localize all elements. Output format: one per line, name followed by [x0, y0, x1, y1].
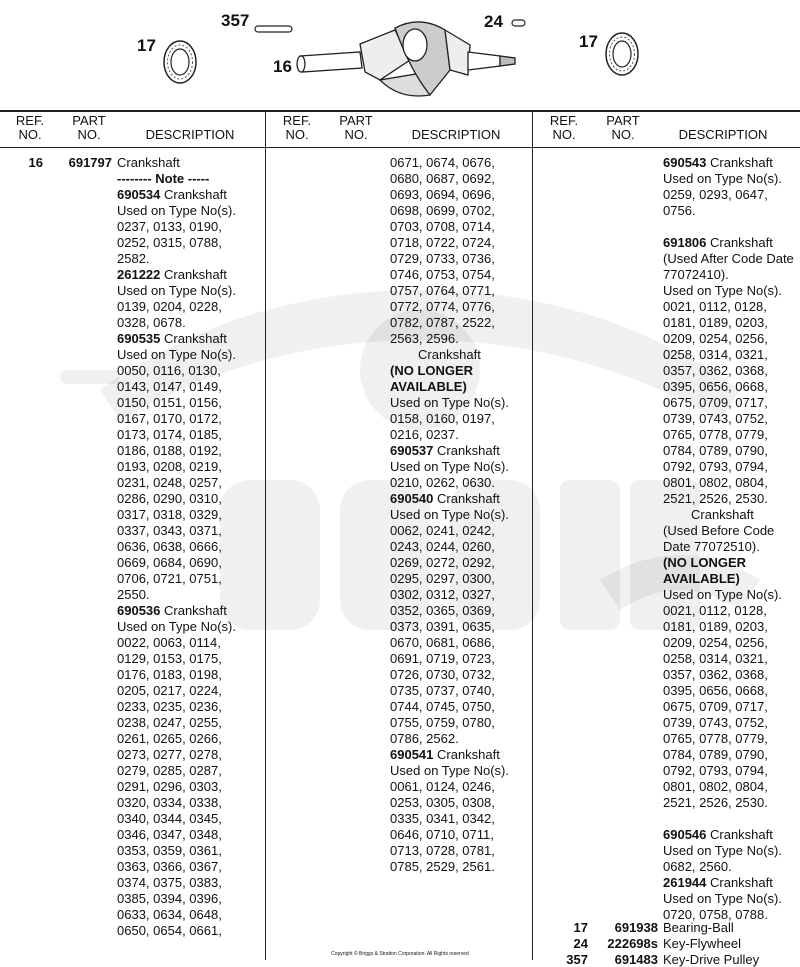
column-divider	[265, 111, 266, 960]
description-line: 0633, 0634, 0648,	[117, 907, 222, 922]
description-line: (NO LONGER	[390, 363, 474, 378]
description-line: 690543 Crankshaft	[663, 155, 773, 170]
description-line: 0233, 0235, 0236,	[117, 699, 222, 714]
part-number: 690541	[390, 747, 434, 762]
description-line: 0784, 0789, 0790,	[663, 443, 768, 458]
description-line: 0739, 0743, 0752,	[663, 411, 768, 426]
part-description: Key-Drive Pulley	[663, 952, 760, 967]
description-line: 0373, 0391, 0635,	[390, 619, 495, 634]
description-line: 0022, 0063, 0114,	[117, 635, 221, 650]
description-line: 0395, 0656, 0668,	[663, 683, 768, 698]
description-line: 0718, 0722, 0724,	[390, 235, 495, 250]
description-line: (NO LONGER	[663, 555, 747, 570]
description-line: 77072410).	[663, 267, 729, 282]
description-line: 0209, 0254, 0256,	[663, 635, 768, 650]
part-number: 690543	[663, 155, 707, 170]
description-line: 0782, 0787, 2522,	[390, 315, 495, 330]
part-number: 691483	[614, 952, 658, 967]
description-lines	[390, 155, 509, 875]
description-line: 0261, 0265, 0266,	[117, 731, 222, 746]
description-line: 0320, 0334, 0338,	[117, 795, 222, 810]
description-line: Used on Type No(s).	[663, 171, 782, 186]
description-line: Date 77072510).	[663, 539, 760, 554]
callout-17-right: 17	[579, 32, 598, 51]
part-number: 690534	[117, 187, 161, 202]
description-line: 0385, 0394, 0396,	[117, 891, 222, 906]
description-line: 0158, 0160, 0197,	[390, 411, 495, 426]
description-line: 0675, 0709, 0717,	[663, 395, 768, 410]
description-line: 0286, 0290, 0310,	[117, 491, 222, 506]
part-number: 691806	[663, 235, 707, 250]
header-description: DESCRIPTION	[678, 127, 768, 142]
copyright-footer: Copyright © Briggs & Stratton Corporation. All Rights reserved	[331, 951, 469, 957]
description-line: 0757, 0764, 0771,	[390, 283, 495, 298]
part-number: 690546	[663, 827, 707, 842]
description-line: Used on Type No(s).	[117, 283, 236, 298]
description-lines	[663, 155, 794, 923]
description-line: 0772, 0774, 0776,	[390, 299, 495, 314]
description-line: Used on Type No(s).	[390, 459, 509, 474]
description-line: 0258, 0314, 0321,	[663, 651, 768, 666]
description-line: 0210, 0262, 0630.	[390, 475, 495, 490]
description-line: 0295, 0297, 0300,	[390, 571, 495, 586]
description-line: 0353, 0359, 0361,	[117, 843, 222, 858]
description-line: 0374, 0375, 0383,	[117, 875, 222, 890]
part-number: 222698s	[607, 936, 658, 951]
description-line: 0746, 0753, 0754,	[390, 267, 495, 282]
description-line: 0021, 0112, 0128,	[663, 603, 767, 618]
description-line: 690537 Crankshaft	[390, 443, 500, 458]
description-line: 261944 Crankshaft	[663, 875, 773, 890]
description-line: 691806 Crankshaft	[663, 235, 773, 250]
description-line: 0328, 0678.	[117, 315, 186, 330]
callout-24: 24	[484, 12, 503, 31]
description-line: AVAILABLE)	[663, 571, 740, 586]
callout-16: 16	[273, 57, 292, 76]
part-number: 690535	[117, 331, 161, 346]
part-description: Bearing-Ball	[663, 920, 734, 935]
description-line: 2563, 2596.	[390, 331, 459, 346]
description-line: Crankshaft	[418, 347, 481, 362]
description-line: 690536 Crankshaft	[117, 603, 227, 618]
description-line: 0636, 0638, 0666,	[117, 539, 222, 554]
description-line: 0693, 0694, 0696,	[390, 187, 495, 202]
description-line: 690541 Crankshaft	[390, 747, 500, 762]
description-line	[663, 811, 794, 827]
header-ref: REF. NO.	[15, 113, 45, 142]
description-line: 0650, 0654, 0661,	[117, 923, 222, 938]
description-line: 0216, 0237.	[390, 427, 459, 442]
description-line: 0680, 0687, 0692,	[390, 171, 495, 186]
description-line: 0238, 0247, 0255,	[117, 715, 222, 730]
description-line: 0786, 2562.	[390, 731, 459, 746]
description-line: 0340, 0344, 0345,	[117, 811, 222, 826]
part-number: 691797	[68, 155, 112, 170]
description-line: 0744, 0745, 0750,	[390, 699, 495, 714]
description-line: 0253, 0305, 0308,	[390, 795, 495, 810]
description-line: 0050, 0116, 0130,	[117, 363, 221, 378]
description-line: 0181, 0189, 0203,	[663, 315, 768, 330]
description-line: 0231, 0248, 0257,	[117, 475, 222, 490]
description-line: 0729, 0733, 0736,	[390, 251, 495, 266]
description-line: 0646, 0710, 0711,	[390, 827, 494, 842]
description-line: Used on Type No(s).	[117, 347, 236, 362]
description-line: 261222 Crankshaft	[117, 267, 227, 282]
description-line: 0784, 0789, 0790,	[663, 747, 768, 762]
description-line: Used on Type No(s).	[390, 507, 509, 522]
description-line: 0698, 0699, 0702,	[390, 203, 495, 218]
description-line: 690535 Crankshaft	[117, 331, 227, 346]
description-line: 0139, 0204, 0228,	[117, 299, 222, 314]
description-line: 0691, 0719, 0723,	[390, 651, 495, 666]
description-line: (Used Before Code	[663, 523, 775, 538]
table-header-rule	[0, 147, 800, 148]
header-description: DESCRIPTION	[411, 127, 501, 142]
description-line: 0258, 0314, 0321,	[663, 347, 768, 362]
description-line: 2521, 2526, 2530.	[663, 491, 768, 506]
description-line: 2550.	[117, 587, 150, 602]
description-line: 0720, 0758, 0788.	[663, 907, 768, 922]
description-lines	[117, 155, 236, 939]
description-line: 0352, 0365, 0369,	[390, 603, 495, 618]
part-description: Key-Flywheel	[663, 936, 742, 951]
description-line: 0186, 0188, 0192,	[117, 443, 222, 458]
part-number: 690540	[390, 491, 434, 506]
description-line: 0669, 0684, 0690,	[117, 555, 222, 570]
header-part: PART NO.	[339, 113, 373, 142]
description-line: 0252, 0315, 0788,	[117, 235, 222, 250]
description-line: 690534 Crankshaft	[117, 187, 227, 202]
header-part: PART NO.	[606, 113, 640, 142]
part-number: 690537	[390, 443, 434, 458]
ball-bearing-left	[164, 41, 196, 83]
description-line: Used on Type No(s).	[663, 843, 782, 858]
exploded-parts-diagram	[0, 0, 800, 110]
description-line: 0237, 0133, 0190,	[117, 219, 222, 234]
description-line: 0357, 0362, 0368,	[663, 667, 768, 682]
description-line: 0801, 0802, 0804,	[663, 475, 768, 490]
description-line: 0335, 0341, 0342,	[390, 811, 495, 826]
header-ref: REF. NO.	[549, 113, 579, 142]
crankshaft-drawing	[297, 22, 515, 96]
description-line: 0726, 0730, 0732,	[390, 667, 495, 682]
description-line: 2582.	[117, 251, 150, 266]
key-pin-24	[512, 20, 525, 26]
description-line: Crankshaft	[691, 507, 754, 522]
description-line: 0671, 0674, 0676,	[390, 155, 495, 170]
description-line: 2521, 2526, 2530.	[663, 795, 768, 810]
description-line: 0337, 0343, 0371,	[117, 523, 222, 538]
description-line: 0706, 0721, 0751,	[117, 571, 222, 586]
description-line: Crankshaft	[117, 155, 180, 170]
description-line: 0273, 0277, 0278,	[117, 747, 222, 762]
description-line: 0209, 0254, 0256,	[663, 331, 768, 346]
description-line: Used on Type No(s).	[390, 395, 509, 410]
ref-number: 357	[566, 952, 588, 967]
description-line: 0143, 0147, 0149,	[117, 379, 222, 394]
description-line: 0061, 0124, 0246,	[390, 779, 495, 794]
description-line: 0792, 0793, 0794,	[663, 459, 768, 474]
description-line: Used on Type No(s).	[663, 891, 782, 906]
description-line: 0713, 0728, 0781,	[390, 843, 495, 858]
description-line: -------- Note -----	[117, 171, 210, 186]
description-line: 0173, 0174, 0185,	[117, 427, 222, 442]
callout-17-left: 17	[137, 36, 156, 55]
key-pin-357	[255, 26, 292, 32]
description-line: 0735, 0737, 0740,	[390, 683, 495, 698]
description-line: 0150, 0151, 0156,	[117, 395, 222, 410]
description-line: 0181, 0189, 0203,	[663, 619, 768, 634]
description-line: 0801, 0802, 0804,	[663, 779, 768, 794]
ball-bearing-right	[606, 33, 638, 75]
description-line: 0765, 0778, 0779,	[663, 427, 768, 442]
description-line: 0302, 0312, 0327,	[390, 587, 495, 602]
description-line: 690546 Crankshaft	[663, 827, 773, 842]
description-line: (Used After Code Date	[663, 251, 794, 266]
description-line	[663, 219, 794, 235]
header-ref: REF. NO.	[282, 113, 312, 142]
description-line: 0755, 0759, 0780,	[390, 715, 495, 730]
description-line: 0317, 0318, 0329,	[117, 507, 222, 522]
description-line: 0129, 0153, 0175,	[117, 651, 222, 666]
description-line: Used on Type No(s).	[663, 283, 782, 298]
ref-number: 16	[28, 155, 43, 170]
ref-number: 17	[573, 920, 588, 935]
description-line: 0739, 0743, 0752,	[663, 715, 768, 730]
description-line: 690540 Crankshaft	[390, 491, 500, 506]
part-number: 690536	[117, 603, 161, 618]
description-line: 0167, 0170, 0172,	[117, 411, 222, 426]
description-line: 0670, 0681, 0686,	[390, 635, 495, 650]
description-line: 0062, 0241, 0242,	[390, 523, 495, 538]
description-line: 0205, 0217, 0224,	[117, 683, 222, 698]
description-line: 0703, 0708, 0714,	[390, 219, 495, 234]
description-line: 0675, 0709, 0717,	[663, 699, 768, 714]
header-part: PART NO.	[72, 113, 106, 142]
description-line: 0176, 0183, 0198,	[117, 667, 222, 682]
description-line: 0395, 0656, 0668,	[663, 379, 768, 394]
description-line: 0792, 0793, 0794,	[663, 763, 768, 778]
description-line: 0346, 0347, 0348,	[117, 827, 222, 842]
description-line: 0756.	[663, 203, 696, 218]
callout-357: 357	[221, 11, 250, 30]
description-line: 0021, 0112, 0128,	[663, 299, 767, 314]
table-top-rule	[0, 110, 800, 112]
description-line: 0243, 0244, 0260,	[390, 539, 495, 554]
description-line: 0363, 0366, 0367,	[117, 859, 222, 874]
header-description: DESCRIPTION	[145, 127, 235, 142]
description-line: Used on Type No(s).	[390, 763, 509, 778]
part-number: 691938	[614, 920, 658, 935]
ref-number: 24	[573, 936, 588, 951]
description-line: 0269, 0272, 0292,	[390, 555, 495, 570]
description-line: Used on Type No(s).	[663, 587, 782, 602]
part-number: 261222	[117, 267, 161, 282]
part-number: 261944	[663, 875, 707, 890]
description-line: 0193, 0208, 0219,	[117, 459, 222, 474]
description-line: 0291, 0296, 0303,	[117, 779, 222, 794]
description-line: AVAILABLE)	[390, 379, 467, 394]
description-line: 0785, 2529, 2561.	[390, 859, 495, 874]
description-line: Used on Type No(s).	[117, 619, 236, 634]
column-divider	[532, 111, 533, 960]
description-line: 0259, 0293, 0647,	[663, 187, 768, 202]
description-line: Used on Type No(s).	[117, 203, 236, 218]
description-line: 0357, 0362, 0368,	[663, 363, 768, 378]
description-line: 0279, 0285, 0287,	[117, 763, 222, 778]
description-line: 0765, 0778, 0779,	[663, 731, 768, 746]
description-line: 0682, 2560.	[663, 859, 732, 874]
